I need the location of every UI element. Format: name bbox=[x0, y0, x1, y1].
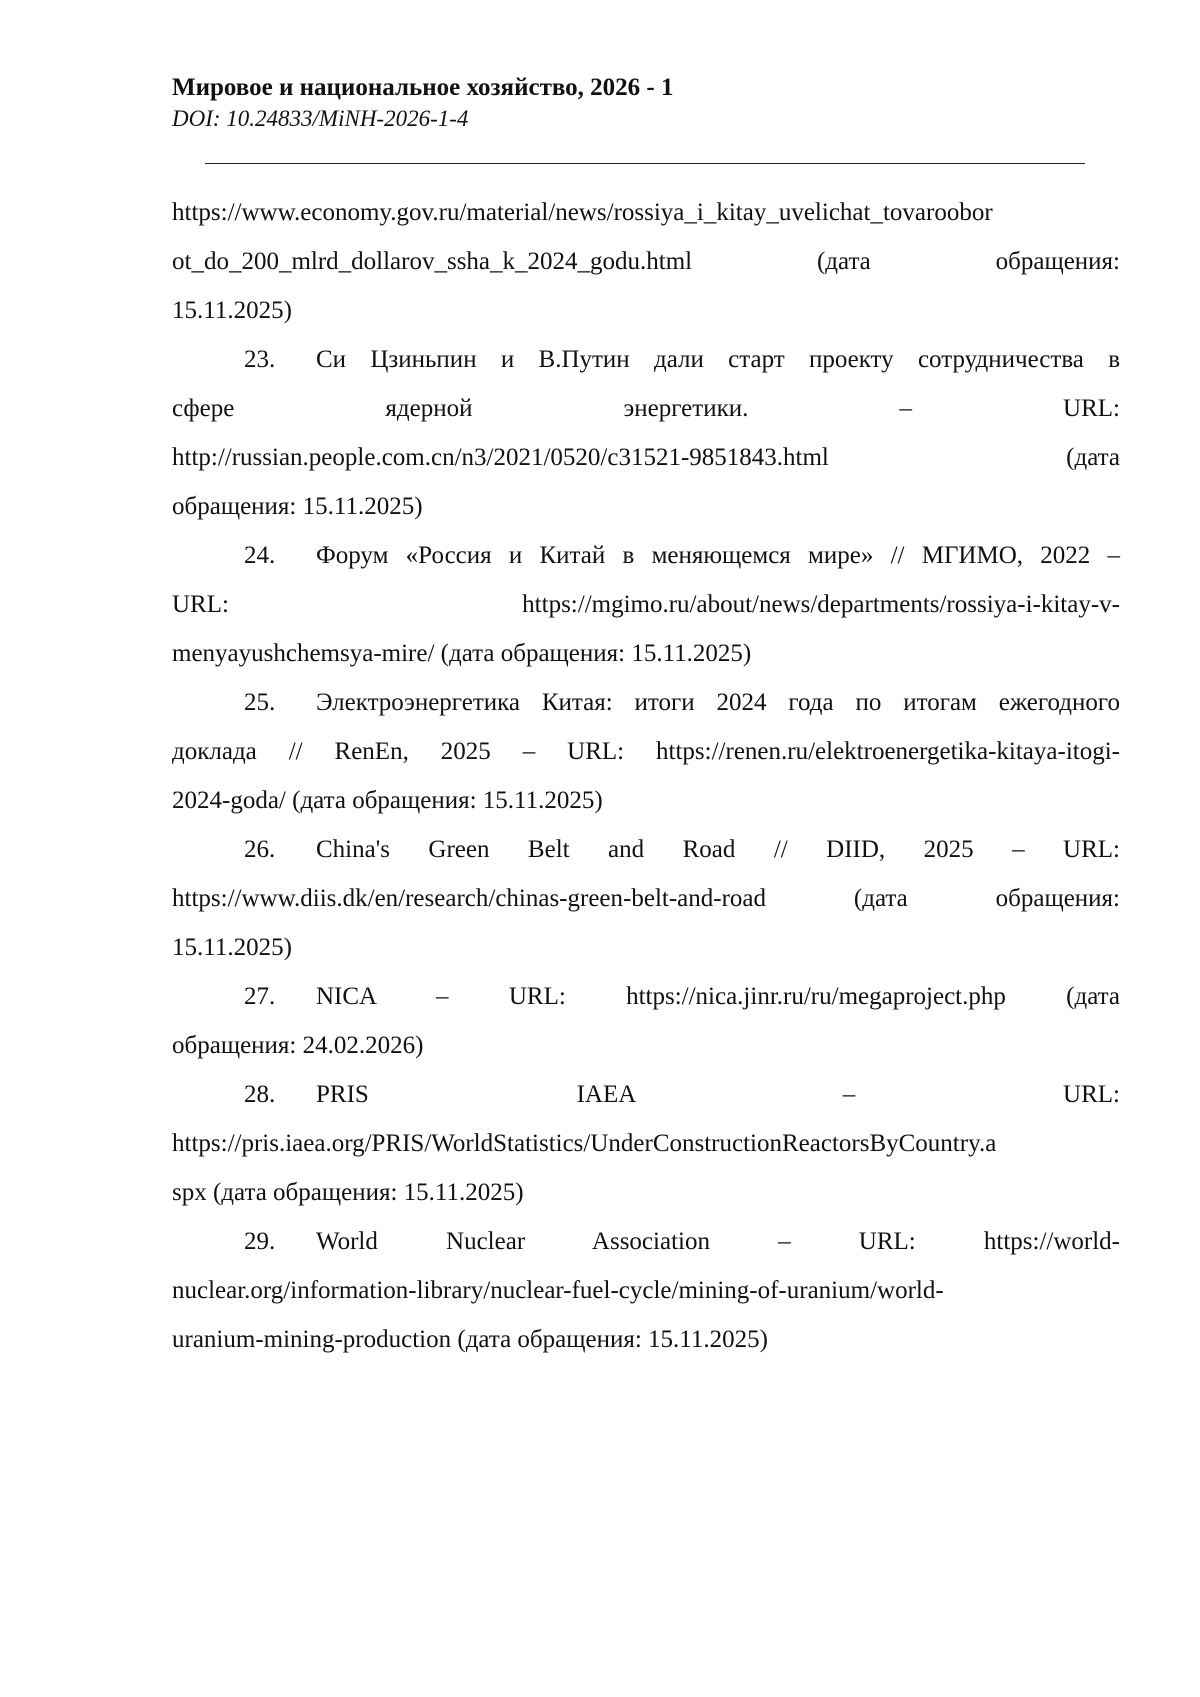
reference-line: spx (дата обращения: 15.11.2025) bbox=[172, 1179, 524, 1206]
reference-text: PRIS IAEA – URL: bbox=[316, 1081, 1120, 1108]
reference-line: URL: https://mgimo.ru/about/news/departments/rossiya-i-kitay-v- bbox=[172, 591, 1120, 618]
reference-line bbox=[172, 1070, 1120, 1119]
reference-line bbox=[172, 1217, 1120, 1266]
reference-line bbox=[172, 678, 1120, 727]
reference-number: 29. bbox=[244, 1228, 276, 1255]
reference-line bbox=[172, 335, 1120, 384]
reference-item-29 bbox=[172, 1217, 1120, 1364]
reference-line: обращения: 15.11.2025) bbox=[172, 493, 423, 520]
reference-text: Си Цзиньпин и В.Путин дали старт проекту сотрудничества в bbox=[316, 346, 1120, 373]
reference-line: https://www.diis.dk/en/research/chinas-green-belt-and-road (дата обращения: bbox=[172, 885, 1120, 912]
reference-list bbox=[172, 188, 1120, 1364]
reference-number: 23. bbox=[244, 346, 276, 373]
reference-text: China's Green Belt and Road // DIID, 2025 – URL: bbox=[316, 836, 1120, 863]
reference-line: сфере ядерной энергетики. – URL: bbox=[172, 395, 1120, 422]
header-divider bbox=[205, 163, 1085, 164]
reference-line: обращения: 24.02.2026) bbox=[172, 1032, 424, 1059]
reference-number: 25. bbox=[244, 689, 276, 716]
journal-title: Мировое и национальное хозяйство, 2026 - 1 bbox=[172, 74, 674, 101]
reference-item-27 bbox=[172, 972, 1120, 1070]
reference-number: 27. bbox=[244, 983, 276, 1010]
reference-text: NICA – URL: https://nica.jinr.ru/ru/megaproject.php (дата bbox=[316, 983, 1120, 1010]
reference-text: World Nuclear Association – URL: https://world- bbox=[316, 1228, 1120, 1255]
reference-item-25 bbox=[172, 678, 1120, 825]
reference-number: 28. bbox=[244, 1081, 276, 1108]
reference-item-22-continuation bbox=[172, 188, 1120, 335]
reference-line: 15.11.2025) bbox=[172, 297, 292, 324]
reference-line: 15.11.2025) bbox=[172, 934, 292, 961]
reference-line: uranium-mining-production (дата обращения: 15.11.2025) bbox=[172, 1326, 768, 1353]
reference-number: 24. bbox=[244, 542, 276, 569]
reference-line: 2024-goda/ (дата обращения: 15.11.2025) bbox=[172, 787, 603, 814]
reference-line bbox=[172, 531, 1120, 580]
journal-header bbox=[172, 72, 1072, 134]
reference-line bbox=[172, 825, 1120, 874]
reference-item-28 bbox=[172, 1070, 1120, 1217]
reference-line: menyayushchemsya-mire/ (дата обращения: 15.11.2025) bbox=[172, 640, 752, 667]
reference-line: ot_do_200_mlrd_dollarov_ssha_k_2024_godu.html (дата обращения: bbox=[172, 248, 1120, 275]
reference-line: http://russian.people.com.cn/n3/2021/0520/c31521-9851843.html (дата bbox=[172, 444, 1120, 471]
reference-line bbox=[172, 972, 1120, 1021]
reference-line: https://www.economy.gov.ru/material/news/rossiya_i_kitay_uvelichat_tovaroobor bbox=[172, 199, 993, 226]
reference-text: Электроэнергетика Китая: итоги 2024 года по итогам ежегодного bbox=[316, 689, 1120, 716]
reference-text: Форум «Россия и Китай в меняющемся мире» // МГИМО, 2022 – bbox=[316, 542, 1120, 569]
journal-doi: DOI: 10.24833/MiNH-2026-1-4 bbox=[172, 106, 469, 131]
reference-number: 26. bbox=[244, 836, 276, 863]
reference-item-24 bbox=[172, 531, 1120, 678]
reference-item-23 bbox=[172, 335, 1120, 531]
reference-item-26 bbox=[172, 825, 1120, 972]
reference-line: nuclear.org/information-library/nuclear-fuel-cycle/mining-of-uranium/world- bbox=[172, 1277, 944, 1304]
reference-line: доклада // RenEn, 2025 – URL: https://renen.ru/elektroenergetika-kitaya-itogi- bbox=[172, 738, 1120, 765]
reference-line: https://pris.iaea.org/PRIS/WorldStatistics/UnderConstructionReactorsByCountry.a bbox=[172, 1130, 997, 1157]
